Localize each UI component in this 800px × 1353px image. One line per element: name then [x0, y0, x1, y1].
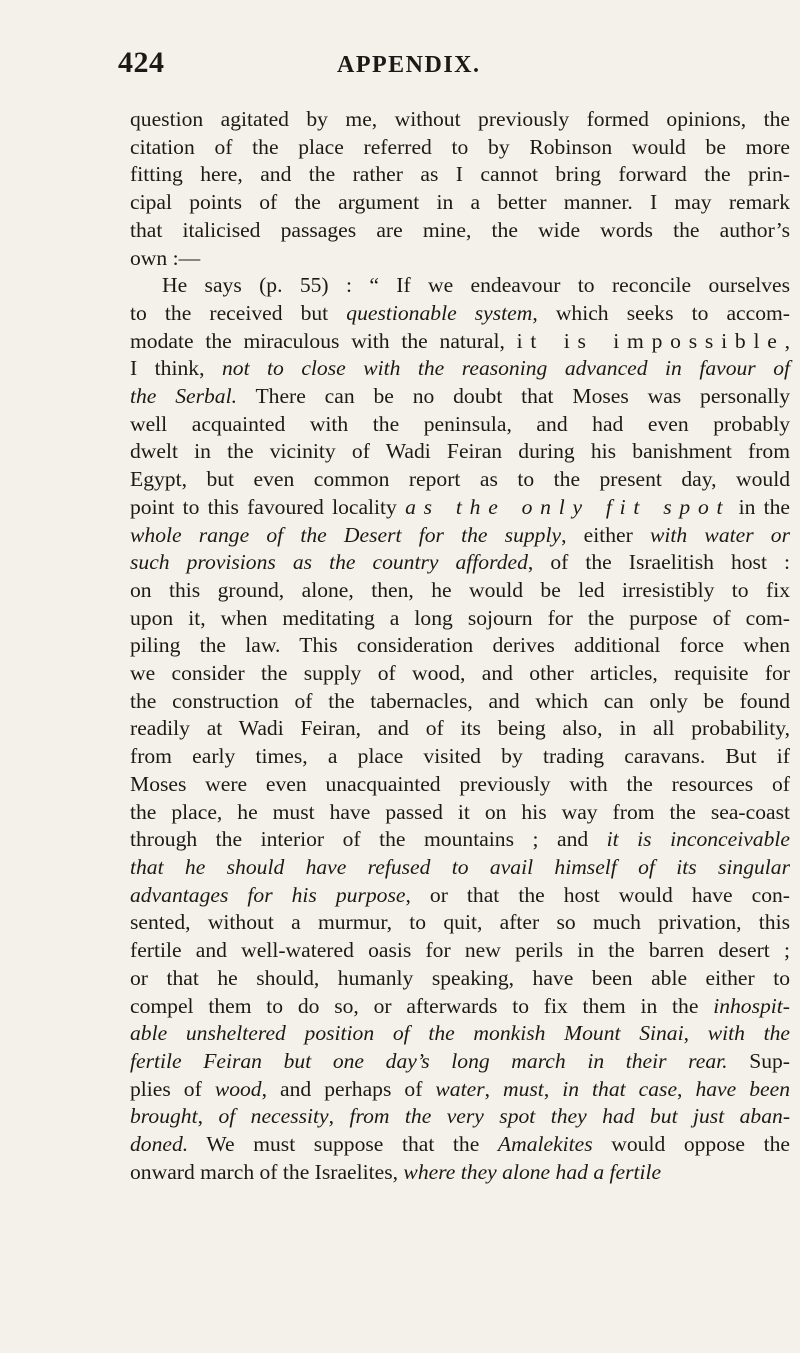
text-run: or that he should, humanly speaking, have been able either to: [130, 965, 790, 990]
text-run: Moses were even unacquainted previously with the resources of: [130, 771, 790, 796]
text-line: [130, 826, 790, 854]
text-line: [130, 771, 790, 799]
text-line: [130, 660, 790, 688]
text-line: [130, 466, 790, 494]
text-line: [130, 965, 790, 993]
text-run: readily at Wadi Feiran, and of its being also, in all probability,: [130, 716, 790, 741]
text-run: from early times, a place visited by trading caravans. But if: [130, 744, 790, 769]
text-line: [130, 688, 790, 716]
text-line: [130, 272, 790, 300]
text-line: [130, 1159, 790, 1187]
emphasis-text: must: [503, 1076, 544, 1101]
text-run: that italicised passages are mine, the wide words the author’s: [130, 217, 790, 242]
text-run: plies of: [130, 1076, 215, 1101]
text-run: modate the miraculous with the natural,: [130, 328, 517, 353]
text-run: citation of the place referred to by Robinson would be more: [130, 134, 790, 159]
text-run: fitting here, and the rather as I cannot bring forward the prin-: [130, 162, 790, 187]
text-run: dwelt in the vicinity of Wadi Feiran during his banishment from: [130, 439, 790, 464]
text-run: point to this favoured locality: [130, 494, 406, 519]
text-line: [130, 328, 790, 356]
text-line: [130, 438, 790, 466]
text-run: ,: [484, 1076, 504, 1101]
text-run: fertile and well-watered oasis for new perils in the barren desert ;: [130, 938, 790, 963]
text-line: [130, 383, 790, 411]
text-run: , or that the host would have con-: [405, 882, 790, 907]
text-line: [130, 577, 790, 605]
text-line: [130, 494, 790, 522]
body-text: [130, 106, 790, 1186]
emphasis-text: advantages for his purpose: [130, 882, 406, 907]
text-run: compel them to do so, or afterwards to fix them in the: [130, 993, 714, 1018]
page-header: [0, 46, 800, 86]
emphasis-text: fertile Feiran but one day’s long march in their rear.: [130, 1048, 728, 1073]
text-line: [130, 743, 790, 771]
text-run: sented, without a murmur, to quit, after so much privation, this: [130, 910, 790, 935]
page-number: 424: [118, 46, 165, 79]
text-run: in the: [730, 494, 790, 519]
text-run: , either: [561, 522, 651, 547]
text-run: Sup-: [727, 1048, 790, 1073]
text-run: well acquainted with the peninsula, and had even probably: [130, 411, 790, 436]
text-run: to the received but: [130, 300, 347, 325]
text-run: onward march of the Israelites,: [130, 1159, 404, 1184]
emphasis-text: doned.: [130, 1132, 189, 1157]
emphasis-text: such provisions as the country afforded: [130, 550, 528, 575]
text-run: , which seeks to accom-: [532, 300, 790, 325]
emphasis-text: have been: [695, 1076, 790, 1101]
text-run: cipal points of the argument in a better manner. I may remark: [130, 190, 790, 215]
text-line: [130, 1103, 790, 1131]
text-line: [130, 799, 790, 827]
text-run: ,: [683, 1021, 708, 1046]
text-line: [130, 882, 790, 910]
text-line: [130, 217, 790, 245]
text-line: [130, 937, 790, 965]
text-line: [130, 1076, 790, 1104]
text-run: , of the Israelitish host :: [527, 550, 790, 575]
text-line: [130, 1020, 790, 1048]
emphasis-text: water: [435, 1076, 485, 1101]
emphasis-text: able unsheltered position of the monkish Mount Sinai: [130, 1021, 684, 1046]
emphasis-text: with water or: [650, 522, 790, 547]
emphasis-text: questionable system: [346, 300, 533, 325]
text-line: [130, 245, 790, 273]
text-run: the construction of the tabernacles, and which can only be found: [130, 688, 790, 713]
text-run: we consider the supply of wood, and other articles, requisite for: [130, 661, 790, 686]
text-line: [130, 134, 790, 162]
text-line: [130, 106, 790, 134]
emphasis-text: Amalekites: [497, 1132, 593, 1157]
text-run: ,: [677, 1076, 696, 1101]
text-run: We must suppose that the: [188, 1132, 498, 1157]
emphasis-text: with the: [707, 1021, 790, 1046]
text-run: I think,: [130, 356, 222, 381]
emphasis-text: where they alone had a fertile: [403, 1159, 662, 1184]
emphasis-text: the Serbal.: [130, 384, 238, 409]
text-run: the place, he must have passed it on his way from the sea-coast: [130, 799, 790, 824]
text-line: [130, 605, 790, 633]
text-run: ,: [543, 1076, 563, 1101]
emphasis-text: from the very spot they had but just aban-: [349, 1104, 791, 1129]
text-run: He says (p. 55) : “ If we endeavour to reconcile ourselves: [162, 273, 790, 298]
text-run: , and perhaps of: [261, 1076, 436, 1101]
emphasis-text: of necessity: [218, 1104, 329, 1129]
text-run: Egypt, but even common report as to the present day, would: [130, 467, 790, 492]
running-head: APPENDIX.: [337, 52, 481, 78]
text-line: [130, 189, 790, 217]
text-run: own :—: [130, 245, 201, 270]
text-run: piling the law. This consideration derives additional force when: [130, 633, 790, 658]
text-line: [130, 854, 790, 882]
text-run: There can be no doubt that Moses was personally: [237, 384, 790, 409]
text-line: [130, 715, 790, 743]
emphasis-text: it is impossible: [516, 328, 785, 353]
text-line: [130, 909, 790, 937]
emphasis-text: wood: [214, 1076, 262, 1101]
emphasis-text: brought: [130, 1104, 198, 1129]
text-line: [130, 161, 790, 189]
text-run: ,: [328, 1104, 350, 1129]
text-line: [130, 549, 790, 577]
emphasis-text: whole range of the Desert for the supply: [130, 522, 562, 547]
text-line: [130, 1048, 790, 1076]
text-run: through the interior of the mountains ; and: [130, 827, 607, 852]
text-line: [130, 993, 790, 1021]
text-run: on this ground, alone, then, he would be led irresistibly to fix: [130, 577, 790, 602]
emphasis-text: it is inconceivable: [606, 827, 790, 852]
emphasis-text: in that case: [562, 1076, 678, 1101]
text-line: [130, 355, 790, 383]
emphasis-text: as the only fit spot: [405, 494, 731, 519]
emphasis-text: inhospit-: [713, 993, 790, 1018]
text-run: upon it, when meditating a long sojourn for the purpose of com-: [130, 605, 790, 630]
text-run: ,: [197, 1104, 219, 1129]
emphasis-text: not to close with the reasoning advanced in favour of: [221, 356, 790, 381]
text-line: [130, 411, 790, 439]
text-run: would oppose the: [592, 1132, 790, 1157]
text-run: ,: [784, 328, 790, 353]
text-line: [130, 1131, 790, 1159]
text-run: question agitated by me, without previously formed opinions, the: [130, 107, 790, 131]
text-line: [130, 300, 790, 328]
text-line: [130, 632, 790, 660]
text-line: [130, 522, 790, 550]
emphasis-text: that he should have refused to avail himself of its singular: [130, 854, 790, 879]
